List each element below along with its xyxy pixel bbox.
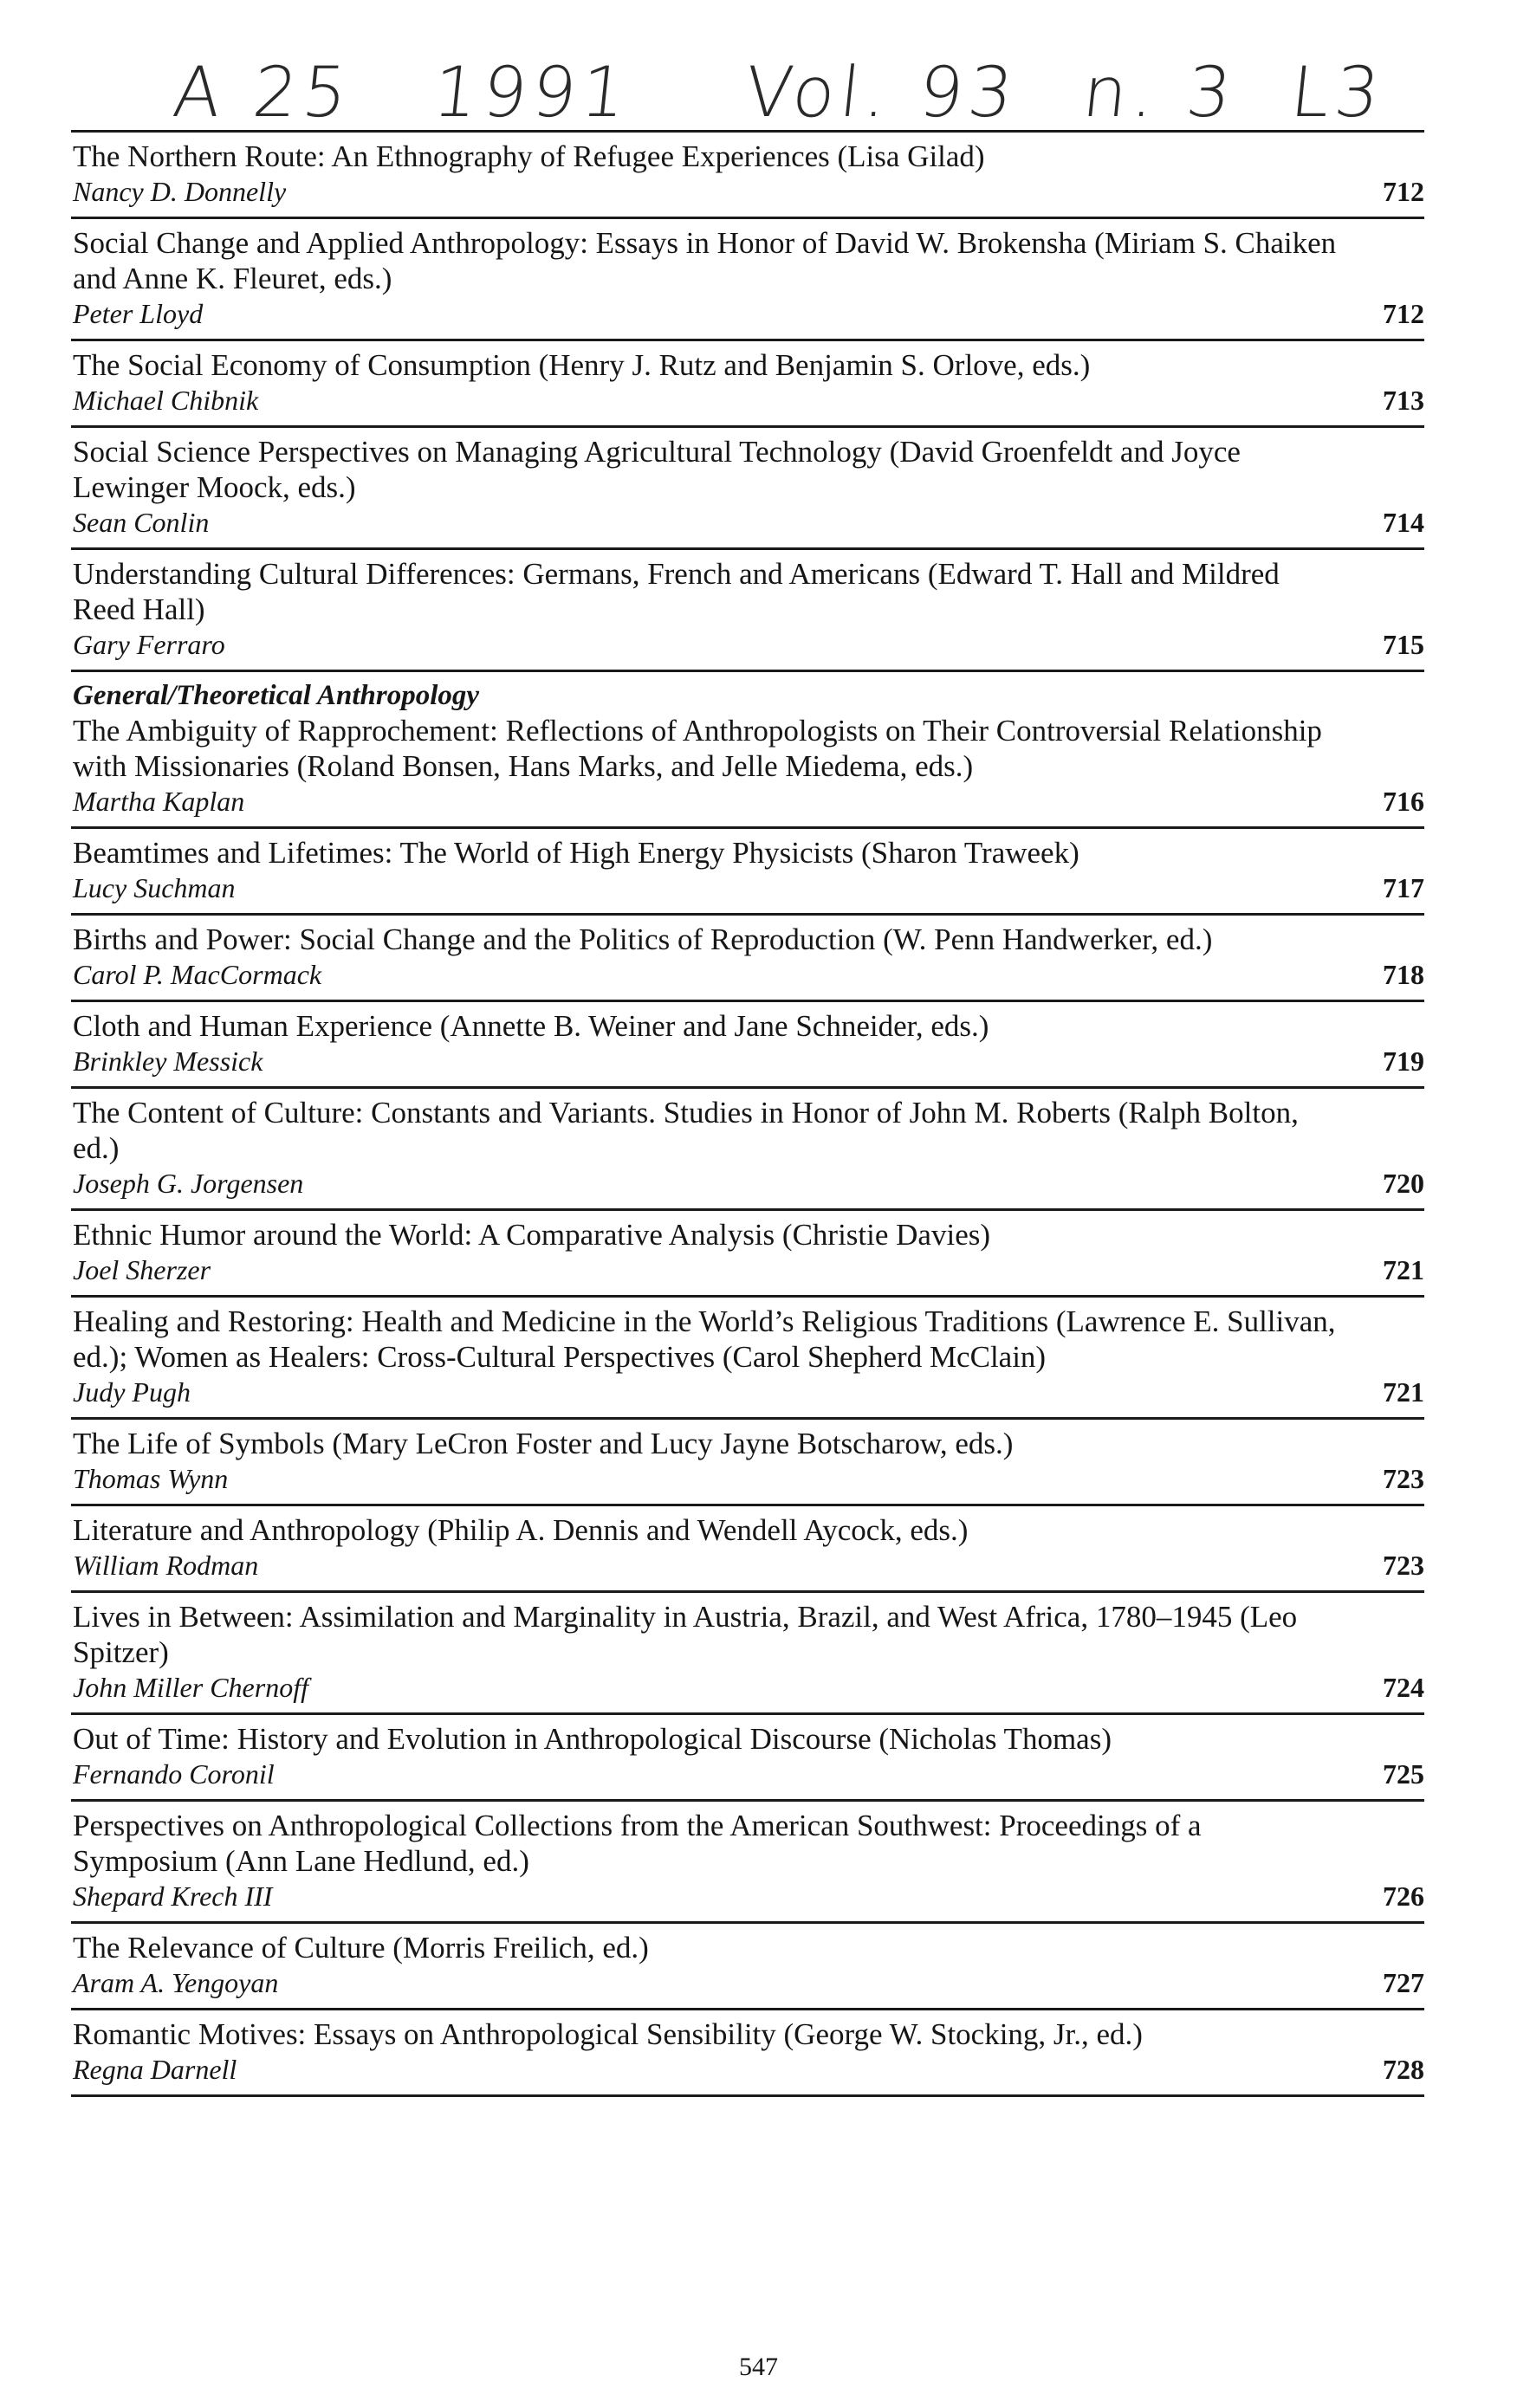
page-reference: 714 [1383,507,1424,538]
review-entry [71,1420,1424,1506]
reviewer-name: Fernando Coronil [73,1758,275,1790]
review-entry [71,1211,1424,1298]
reviewer-name: Gary Ferraro [73,629,225,660]
handwritten-part: n. 3 [1079,52,1241,133]
reviewer-name: Aram A. Yengoyan [73,1967,279,1998]
book-title: The Northern Route: An Ethnography of Refugee Experiences (Lisa Gilad) [73,139,985,173]
reviewer-name: Carol P. MacCormack [73,959,322,990]
reviewer-name: Sean Conlin [73,507,210,538]
page-reference: 726 [1383,1880,1424,1912]
page-reference: 715 [1383,629,1424,660]
book-title: Perspectives on Anthropological Collections from the American Southwest: Proceedings of a Symposium (Ann Lane Hedlund, ed.) [73,1809,1202,1878]
review-entry [71,219,1424,341]
reviewer-name: Michael Chibnik [73,385,259,416]
review-entry [71,916,1424,1002]
book-title: The Relevance of Culture (Morris Freilich, ed.) [73,1931,649,1965]
book-title: Healing and Restoring: Health and Medicine in the World’s Religious Traditions (Lawrence E. Sullivan, ed.); Women as Healers: Cross-Cultural Perspectives (Carol Shepherd McClain) [73,1304,1336,1374]
review-entry [71,341,1424,428]
page-reference: 719 [1383,1045,1424,1077]
review-entry [71,2010,1424,2097]
review-entry [71,1593,1424,1715]
book-title: The Content of Culture: Constants and Variants. Studies in Honor of John M. Roberts (Ralph Bolton, ed.) [73,1096,1299,1165]
page-reference: 717 [1383,872,1424,903]
reviewer-name: Peter Lloyd [73,298,204,329]
review-entry [71,133,1424,219]
reviewer-name: Lucy Suchman [73,872,236,903]
review-entry [71,1506,1424,1593]
page-reference: 718 [1383,959,1424,990]
book-title: Ethnic Humor around the World: A Comparative Analysis (Christie Davies) [73,1218,991,1252]
review-entry [71,1002,1424,1089]
review-entry [71,1298,1424,1420]
reviewer-name: Nancy D. Donnelly [73,176,287,207]
review-entry [71,1924,1424,2010]
page-reference: 723 [1383,1550,1424,1581]
page-reference: 721 [1383,1376,1424,1408]
page-reference: 716 [1383,786,1424,817]
review-entry [71,829,1424,916]
review-entry [71,1802,1424,1924]
review-entry [71,1089,1424,1211]
book-title: The Ambiguity of Rapprochement: Reflections of Anthropologists on Their Controversial Relationship with Missionaries (Roland Bonsen, Hans Marks, and Jelle Miedema, eds.) [73,714,1322,783]
reviewer-name: Judy Pugh [73,1376,191,1408]
page-reference: 720 [1383,1168,1424,1199]
page-reference: 721 [1383,1254,1424,1285]
page-reference: 723 [1383,1463,1424,1494]
reviewer-name: Joseph G. Jorgensen [73,1168,304,1199]
book-title: Cloth and Human Experience (Annette B. Weiner and Jane Schneider, eds.) [73,1009,989,1043]
book-title: Out of Time: History and Evolution in Anthropological Discourse (Nicholas Thomas) [73,1722,1112,1756]
page-reference: 728 [1383,2054,1424,2085]
reviewer-name: Regna Darnell [73,2054,237,2085]
book-title: Romantic Motives: Essays on Anthropological Sensibility (George W. Stocking, Jr., ed.) [73,2017,1143,2051]
page-reference: 713 [1383,385,1424,416]
book-title: Understanding Cultural Differences: Germans, French and Americans (Edward T. Hall and Mildred Reed Hall) [73,557,1280,626]
reviewer-name: Martha Kaplan [73,786,245,817]
review-entry [71,1715,1424,1802]
handwritten-call-number [169,52,1435,139]
handwritten-part: A 25 [169,52,357,133]
reviewer-name: William Rodman [73,1550,259,1581]
book-title: Social Science Perspectives on Managing Agricultural Technology (David Groenfeldt and Joyce Lewinger Moock, eds.) [73,435,1241,504]
page-reference: 725 [1383,1758,1424,1790]
reviewer-name: Shepard Krech III [73,1880,273,1912]
reviewer-name: Brinkley Messick [73,1045,263,1077]
book-title: Births and Power: Social Change and the Politics of Reproduction (W. Penn Handwerker, ed.) [73,922,1213,956]
review-entry [71,672,1424,829]
book-title: The Social Economy of Consumption (Henry J. Rutz and Benjamin S. Orlove, eds.) [73,348,1091,382]
page-reference: 727 [1383,1967,1424,1998]
handwritten-part: 1991 [429,52,635,133]
review-entry [71,550,1424,672]
section-heading: General/Theoretical Anthropology [73,680,480,711]
reviewer-name: Thomas Wynn [73,1463,229,1494]
page-number: 547 [739,2353,778,2381]
book-title: Literature and Anthropology (Philip A. Dennis and Wendell Aycock, eds.) [73,1513,969,1547]
book-title: Social Change and Applied Anthropology: Essays in Honor of David W. Brokensha (Miriam S. Chaiken and Anne K. Fleuret, eds.) [73,226,1337,295]
review-entry [71,428,1424,550]
review-index-list [71,130,1424,2097]
reviewer-name: John Miller Chernoff [73,1672,308,1703]
handwritten-part: L3 [1287,52,1389,133]
book-title: Beamtimes and Lifetimes: The World of High Energy Physicists (Sharon Traweek) [73,836,1079,870]
page-reference: 712 [1383,298,1424,329]
page-reference: 712 [1383,176,1424,207]
reviewer-name: Joel Sherzer [73,1254,211,1285]
handwritten-part: Vol. 93 [741,52,1022,133]
book-title: Lives in Between: Assimilation and Marginality in Austria, Brazil, and West Africa, 1780–1945 (Leo Spitzer) [73,1600,1298,1669]
book-title: The Life of Symbols (Mary LeCron Foster and Lucy Jayne Botscharow, eds.) [73,1427,1014,1460]
page-reference: 724 [1383,1672,1424,1703]
